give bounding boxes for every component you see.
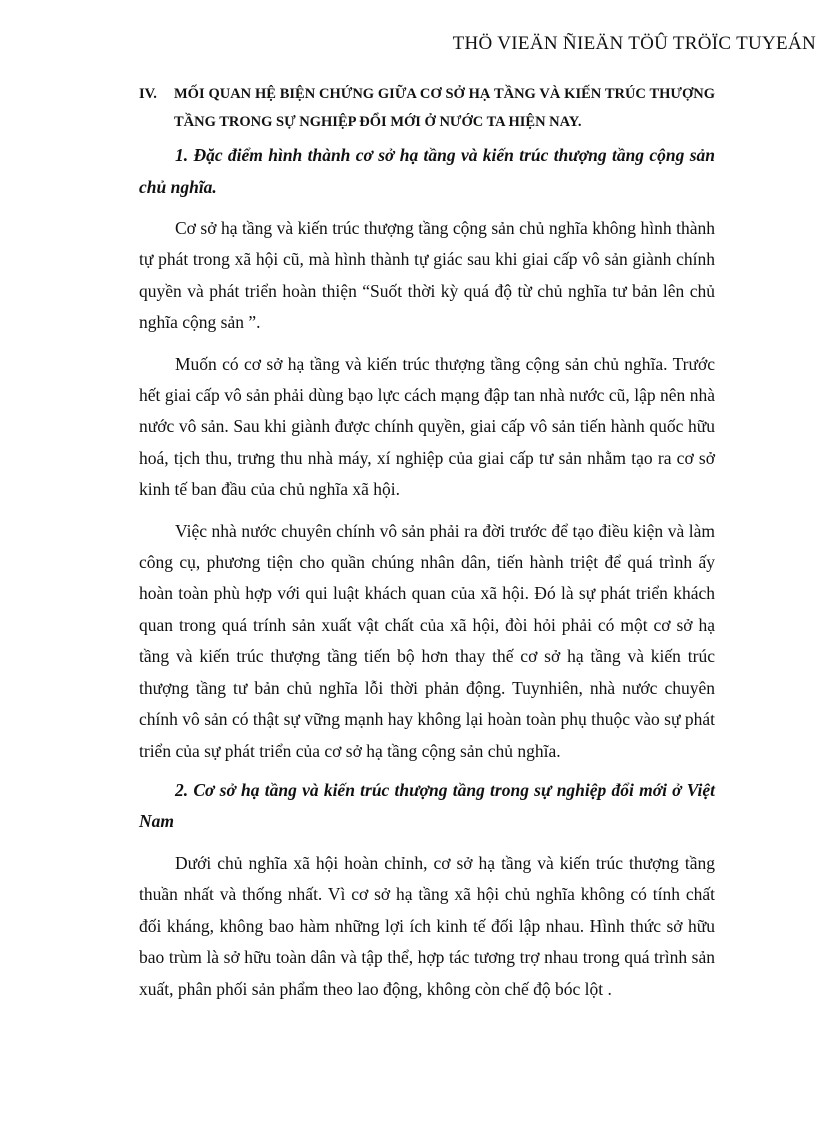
section-heading [139,80,715,136]
document-body [139,80,715,1005]
section-title: MỐI QUAN HỆ BIỆN CHỨNG GIỮA CƠ SỞ HẠ TẦNG VÀ KIẾN TRÚC THƯỢNG TẦNG TRONG SỰ NGHIỆP ĐỔI MỚI Ở NƯỚC TA HIỆN NAY. [174,86,715,130]
paragraph: Dưới chủ nghĩa xã hội hoàn chỉnh, cơ sở hạ tầng và kiến trúc thượng tầng thuần nhất và thống nhất. Vì cơ sở hạ tầng xã hội chủ nghĩa không có tính chất đối kháng, không bao hàm những lợi ích kinh tế đối lập nhau. Hình thức sở hữu bao trùm là sở hữu toàn dân và tập thể, hợp tác tương trợ nhau trong quá trình sản xuất, phân phối sản phẩm theo lao động, không còn chế độ bóc lột . [139,852,715,999]
paragraph: Muốn có cơ sở hạ tầng và kiến trúc thượng tầng cộng sản chủ nghĩa. Trước hết giai cấp vô sản phải dùng bạo lực cách mạng đập tan nhà nước cũ, lập nên nhà nước vô sản. Sau khi giành được chính quyền, giai cấp vô sản tiến hành quốc hữu hoá, tịch thu, trưng thu nhà máy, xí nghiệp của giai cấp tư sản nhằm tạo ra cơ sở kinh tế ban đầu của chủ nghĩa xã hội. [139,353,715,500]
section-number: IV. [139,86,157,102]
subsection-heading-1: 1. Đặc điểm hình thành cơ sở hạ tầng và kiến trúc thượng tầng cộng sản chủ nghĩa. [139,145,715,197]
paragraph: Việc nhà nước chuyên chính vô sản phải ra đời trước để tạo điều kiện và làm công cụ, phương tiện cho quần chúng nhân dân, tiến hành triệt để quá trình ấy hoàn toàn phù hợp với qui luật khách quan của xã hội. Đó là sự phát triển khách quan trong quá trính sản xuất vật chất của xã hội, đòi hỏi phải có một cơ sở hạ tầng và kiến trúc thượng tầng tiến bộ hơn thay thế cơ sở hạ tầng và kiến trúc thượng tầng tư bản chủ nghĩa lỗi thời phản động. Tuynhiên, nhà nước chuyên chính vô sản có thật sự vững mạnh hay không lại hoàn toàn phụ thuộc vào sự phát triển của sự phát triển của cơ sở hạ tầng cộng sản chủ nghĩa. [139,520,715,761]
subsection-heading-2: 2. Cơ sở hạ tầng và kiến trúc thượng tầng trong sự nghiệp đổi mới ở Việt Nam [139,779,715,832]
paragraph: Cơ sở hạ tầng và kiến trúc thượng tầng cộng sản chủ nghĩa không hình thành tự phát trong xã hội cũ, mà hình thành tự giác sau khi giai cấp vô sản giành chính quyền và phát triển hoàn thiện “Suốt thời kỳ quá độ từ chủ nghĩa tư bản lên chủ nghĩa cộng sản ”. [139,218,715,333]
page-header-site-name: THÖ VIEÄN ÑIEÄN TÖÛ TRÖÏC TUYEÁN [452,33,816,54]
